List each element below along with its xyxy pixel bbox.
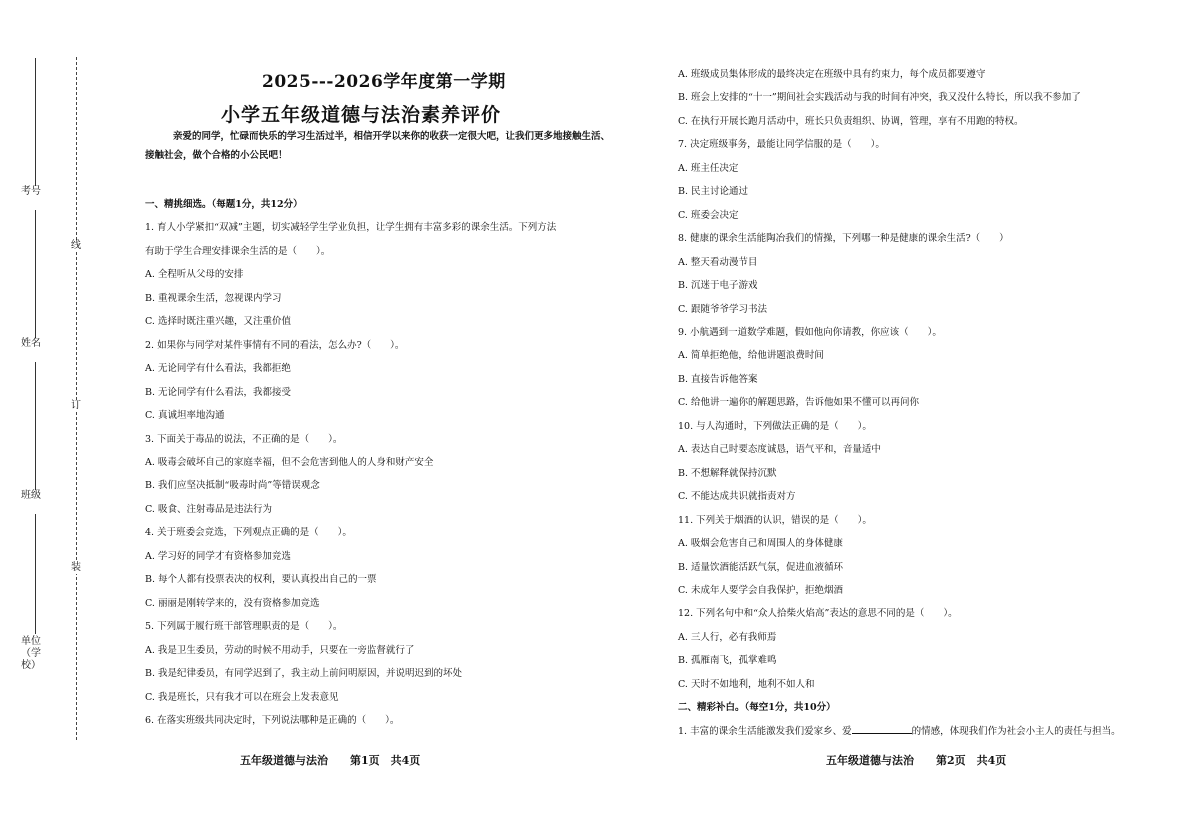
q10-option-c: C. 不能达成共识就指责对方 bbox=[678, 491, 796, 503]
q5-option-a: A. 我是卫生委员，劳动的时候不用动手，只要在一旁监督就行了 bbox=[145, 644, 415, 656]
cut-line bbox=[76, 57, 77, 740]
q2-option-a: A. 无论同学有什么看法，我都拒绝 bbox=[145, 363, 291, 375]
question-1-cont: 有助于学生合理安排课余生活的是（ ）。 bbox=[145, 245, 331, 257]
q8-option-c: C. 跟随爷爷学习书法 bbox=[678, 303, 767, 315]
question-8: 8. 健康的课余生活能陶冶我们的情操，下列哪一种是健康的课余生活?（ ） bbox=[678, 233, 1009, 245]
q7-option-c: C. 班委会决定 bbox=[678, 209, 739, 221]
q5-option-c: C. 我是班长，只有我才可以在班会上发表意见 bbox=[145, 691, 339, 703]
footer-left: 五年级道德与法治 第1页 共4页 bbox=[240, 754, 421, 767]
cut-char-zhuang: 装 bbox=[71, 562, 81, 573]
q4-option-b: B. 每个人都有投票表决的权利，要认真投出自己的一票 bbox=[145, 574, 377, 586]
question-1: 1. 育人小学紧扣“双减”主题，切实减轻学生学业负担，让学生拥有丰富多彩的课余生活。下列方法 bbox=[145, 222, 557, 234]
q2-option-c: C. 真诚坦率地沟通 bbox=[145, 410, 225, 422]
exam-no-line bbox=[35, 58, 36, 186]
cut-char-ding: 订 bbox=[71, 400, 81, 411]
q8-option-a: A. 整天看动漫节目 bbox=[678, 256, 758, 268]
school-label: 单位（学校） bbox=[21, 636, 41, 671]
section2-heading: 二、精彩补白。（每空1分，共10分） bbox=[678, 702, 836, 714]
q9-option-c: C. 给他讲一遍你的解题思路，告诉他如果不懂可以再问你 bbox=[678, 397, 919, 409]
q1-option-b: B. 重视课余生活，忽视课内学习 bbox=[145, 292, 282, 304]
question-11: 11. 下列关于烟酒的认识，错误的是（ ）。 bbox=[678, 514, 872, 526]
q12-option-b: B. 孤雁南飞，孤掌难鸣 bbox=[678, 655, 777, 667]
q8-option-b: B. 沉迷于电子游戏 bbox=[678, 280, 758, 292]
q3-option-c: C. 吸食、注射毒品是违法行为 bbox=[145, 503, 272, 515]
q11-option-a: A. 吸烟会危害自己和周围人的身体健康 bbox=[678, 538, 843, 550]
year-title: 2025---2026学年度第一学期 bbox=[262, 72, 506, 92]
q5-option-b: B. 我是纪律委员，有同学迟到了，我主动上前问明原因，并说明迟到的坏处 bbox=[145, 668, 463, 680]
question-6: 6. 在落实班级共同决定时，下列说法哪种是正确的（ ）。 bbox=[145, 714, 400, 726]
intro-text: 亲爱的同学，忙碌而快乐的学习生活过半，相信开学以来你的收获一定很大吧，让我们更多地接触生活、接触社会，做个合格的小公民吧！ bbox=[145, 131, 611, 161]
q6-option-b: B. 班会上安排的“十一”期间社会实践活动与我的时间有冲突，我又没什么特长，所以我不参加了 bbox=[678, 92, 1081, 104]
main-title: 小学五年级道德与法治素养评价 bbox=[221, 104, 502, 126]
cut-char-xian: 线 bbox=[71, 240, 81, 251]
school-line bbox=[35, 514, 36, 634]
q12-option-a: A. 三人行，必有我师焉 bbox=[678, 631, 777, 643]
section1-heading: 一、精挑细选。（每题1分，共12分） bbox=[145, 199, 303, 210]
q7-option-b: B. 民主讨论通过 bbox=[678, 186, 749, 198]
fill1-post: 的情感，体现我们作为社会小主人的责任与担当。 bbox=[911, 725, 1121, 737]
q2-option-b: B. 无论同学有什么看法，我都接受 bbox=[145, 386, 292, 398]
question-10: 10. 与人沟通时，下列做法正确的是（ ）。 bbox=[678, 420, 872, 432]
q7-option-a: A. 班主任决定 bbox=[678, 162, 739, 174]
q1-option-c: C. 选择时既注重兴趣，又注重价值 bbox=[145, 316, 291, 328]
q6-option-a: A. 班级成员集体形成的最终决定在班级中具有约束力，每个成员都要遵守 bbox=[678, 69, 986, 80]
q11-option-b: B. 适量饮酒能活跃气氛，促进血液循环 bbox=[678, 561, 844, 573]
q6-option-c: C. 在执行开展长跑月活动中，班长只负责组织、协调，管理，享有不用跑的特权。 bbox=[678, 115, 1024, 127]
fill-question-1 bbox=[678, 720, 1121, 743]
q10-option-a: A. 表达自己时要态度诚恳，语气平和，音量适中 bbox=[678, 444, 881, 456]
question-5: 5. 下列属于履行班干部管理职责的是（ ）。 bbox=[145, 621, 343, 633]
class-label: 班级 bbox=[21, 490, 41, 501]
q12-option-c: C. 天时不如地利，地利不如人和 bbox=[678, 678, 815, 690]
question-9: 9. 小航遇到一道数学难题，假如他向你请教，你应该（ ）。 bbox=[678, 326, 942, 338]
fill1-pre: 1. 丰富的课余生活能激发我们爱家乡、爱 bbox=[678, 725, 852, 737]
exam-no-label: 考号 bbox=[21, 186, 41, 197]
q11-option-c: C. 未成年人要学会自我保护，拒绝烟酒 bbox=[678, 584, 843, 596]
question-3: 3. 下面关于毒品的说法，不正确的是（ ）。 bbox=[145, 433, 343, 445]
q9-option-b: B. 直接告诉他答案 bbox=[678, 373, 758, 385]
question-4: 4. 关于班委会竞选，下列观点正确的是（ ）。 bbox=[145, 527, 352, 539]
footer-right: 五年级道德与法治 第2页 共4页 bbox=[826, 754, 1007, 767]
class-line bbox=[35, 362, 36, 490]
q4-option-c: C. 丽丽是刚转学来的，没有资格参加竞选 bbox=[145, 597, 320, 609]
q4-option-a: A. 学习好的同学才有资格参加竞选 bbox=[145, 550, 291, 562]
left-column bbox=[145, 193, 556, 732]
name-line bbox=[35, 210, 36, 338]
q3-option-a: A. 吸毒会破坏自己的家庭幸福，但不会危害到他人的人身和财产安全 bbox=[145, 456, 434, 468]
fill1-blank[interactable] bbox=[852, 723, 912, 734]
question-7: 7. 决定班级事务，最能让同学信服的是（ ）。 bbox=[678, 139, 885, 151]
question-12: 12. 下列名句中和“众人拾柴火焰高”表达的意思不同的是（ ）。 bbox=[678, 608, 958, 620]
q1-option-a: A. 全程听从父母的安排 bbox=[145, 269, 244, 281]
q9-option-a: A. 简单拒绝他，给他讲题浪费时间 bbox=[678, 350, 824, 362]
question-2: 2. 如果你与同学对某件事情有不同的看法，怎么办?（ ）。 bbox=[145, 339, 405, 351]
name-label: 姓名 bbox=[21, 338, 41, 349]
right-column bbox=[678, 63, 1121, 743]
q3-option-b: B. 我们应坚决抵制“吸毒时尚”等错误观念 bbox=[145, 480, 320, 492]
q10-option-b: B. 不想解释就保持沉默 bbox=[678, 467, 777, 479]
